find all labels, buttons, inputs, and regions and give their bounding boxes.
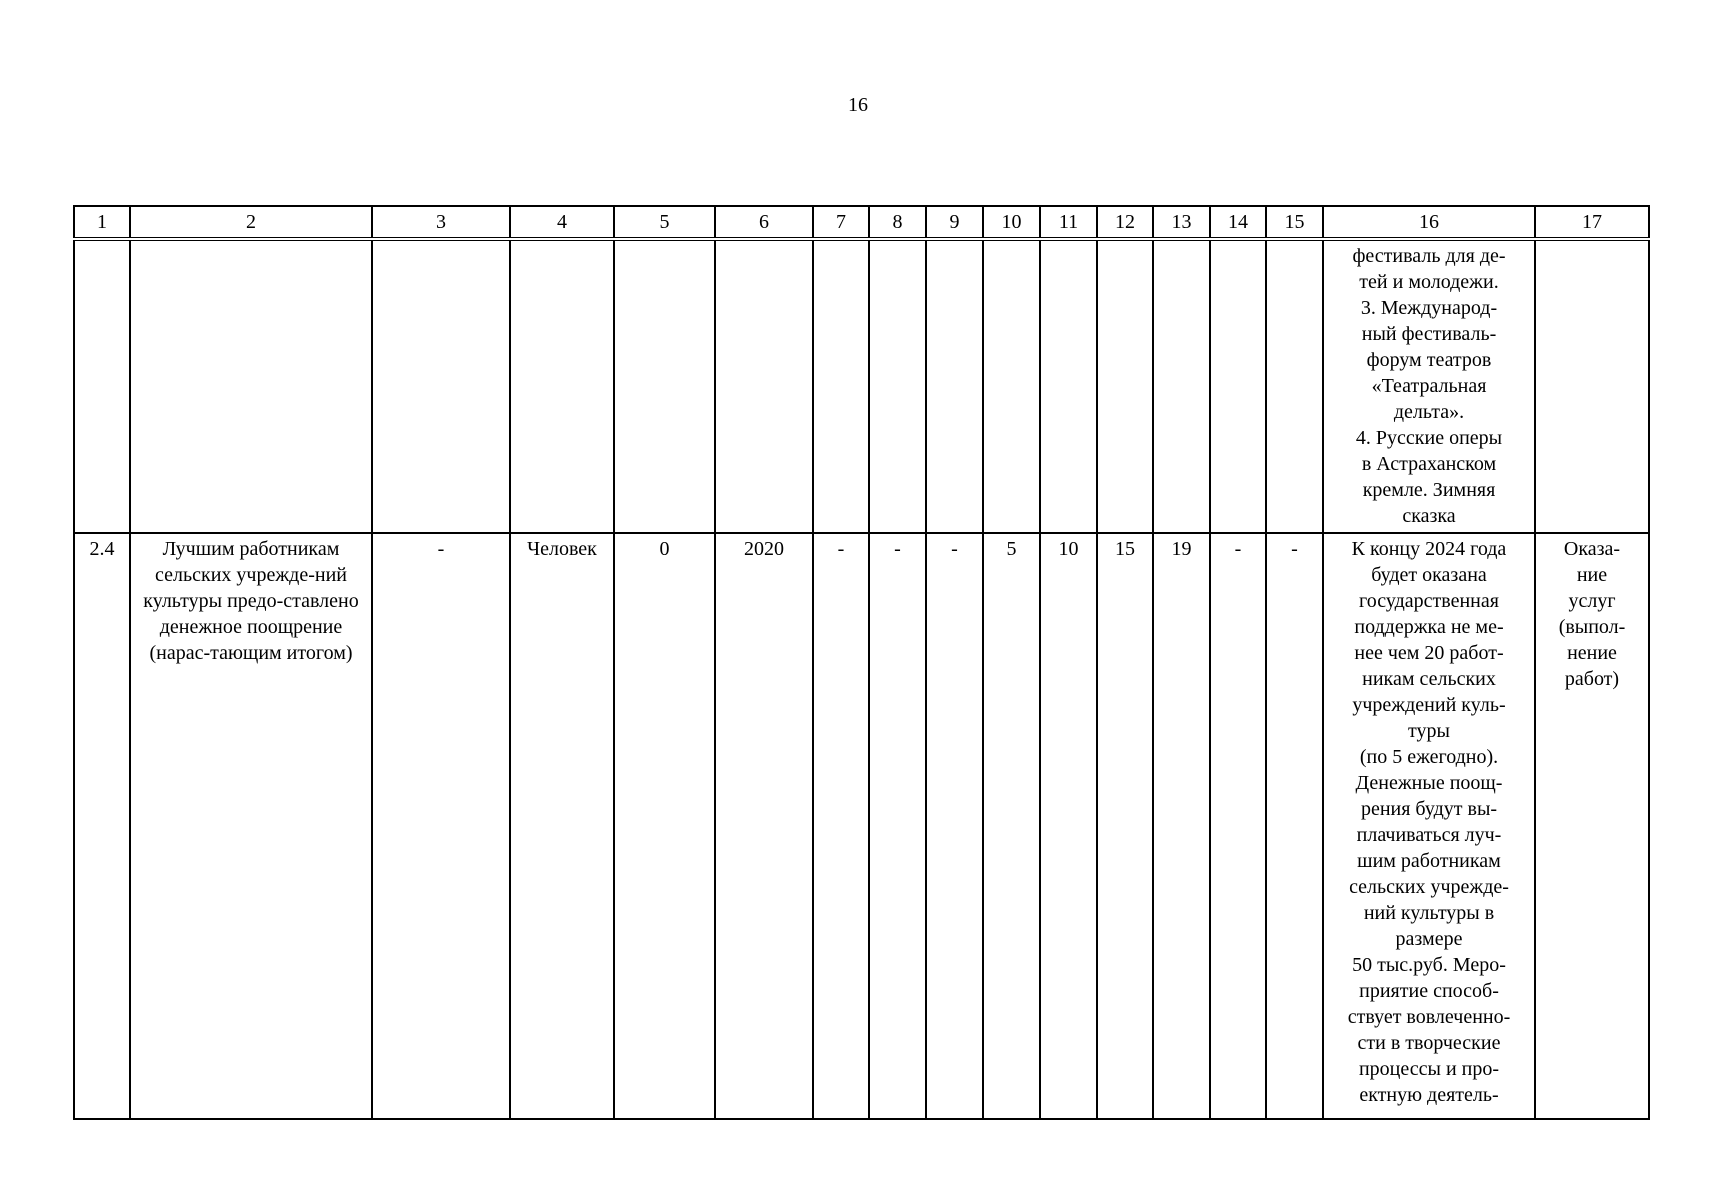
base-year: 2020 (715, 533, 813, 1119)
header-cell-2: 2 (130, 206, 372, 239)
row1-cell-2 (130, 239, 372, 533)
unit-of-measure: Человек (510, 533, 614, 1119)
table-row (74, 239, 1649, 533)
row2-cell-10: 5 (983, 533, 1040, 1119)
row1-cell-9 (926, 239, 983, 533)
row2-cell-15: - (1266, 533, 1323, 1119)
header-cell-3: 3 (372, 206, 510, 239)
row1-cell-8 (869, 239, 926, 533)
header-cell-9: 9 (926, 206, 983, 239)
row1-cell-12 (1097, 239, 1153, 533)
row1-cell-11 (1040, 239, 1097, 533)
row1-cell-15 (1266, 239, 1323, 533)
row1-cell-14 (1210, 239, 1266, 533)
column-number-row (74, 206, 1649, 239)
row2-cell-11: 10 (1040, 533, 1097, 1119)
row1-cell-13 (1153, 239, 1210, 533)
page-number: 16 (848, 94, 868, 116)
header-cell-8: 8 (869, 206, 926, 239)
header-cell-15: 15 (1266, 206, 1323, 239)
indicator-name: Лучшим работникам сельских учрежде-ний культуры предо-ставлено денежное поощрение (нарас-тающим итогом) (130, 533, 372, 1119)
row-number: 2.4 (74, 533, 130, 1119)
base-value: 0 (614, 533, 715, 1119)
row2-cell-8: - (869, 533, 926, 1119)
row2-cell-13: 19 (1153, 533, 1210, 1119)
row2-cell-12: 15 (1097, 533, 1153, 1119)
header-cell-11: 11 (1040, 206, 1097, 239)
header-cell-12: 12 (1097, 206, 1153, 239)
header-cell-17: 17 (1535, 206, 1649, 239)
result-type: Оказа- ние услуг (выпол- нение работ) (1535, 533, 1649, 1119)
header-cell-10: 10 (983, 206, 1040, 239)
row1-cell-5 (614, 239, 715, 533)
row1-cell-17 (1535, 239, 1649, 533)
header-cell-6: 6 (715, 206, 813, 239)
row1-cell-4 (510, 239, 614, 533)
table-row (74, 533, 1649, 1119)
header-cell-13: 13 (1153, 206, 1210, 239)
header-cell-14: 14 (1210, 206, 1266, 239)
row1-cell-1 (74, 239, 130, 533)
indicators-table (73, 205, 1650, 1120)
header-cell-16: 16 (1323, 206, 1535, 239)
header-cell-4: 4 (510, 206, 614, 239)
row2-cell-14: - (1210, 533, 1266, 1119)
header-cell-5: 5 (614, 206, 715, 239)
header-cell-7: 7 (813, 206, 869, 239)
row1-cell-3 (372, 239, 510, 533)
row2-description: К концу 2024 года будет оказана государственная поддержка не ме- нее чем 20 работ- никам сельских учреждений куль- туры (по 5 ежегодно). Денежные поощ- рения будут вы- плачиваться луч- шим работникам сельских учрежде- ний культуры в размере 50 тыс.руб. Меро- приятие способ- ствует вовлеченно- сти в творческие процессы и про- ектную деятель- (1323, 533, 1535, 1119)
row2-cell-7: - (813, 533, 869, 1119)
header-cell-1: 1 (74, 206, 130, 239)
row2-cell-9: - (926, 533, 983, 1119)
row1-cell-10 (983, 239, 1040, 533)
row1-cell-6 (715, 239, 813, 533)
row1-cell-7 (813, 239, 869, 533)
row2-cell-3: - (372, 533, 510, 1119)
row1-description: фестиваль для де- тей и молодежи. 3. Международ- ный фестиваль- форум театров «Театральная дельта». 4. Русские оперы в Астраханском кремле. Зимняя сказка (1323, 239, 1535, 533)
